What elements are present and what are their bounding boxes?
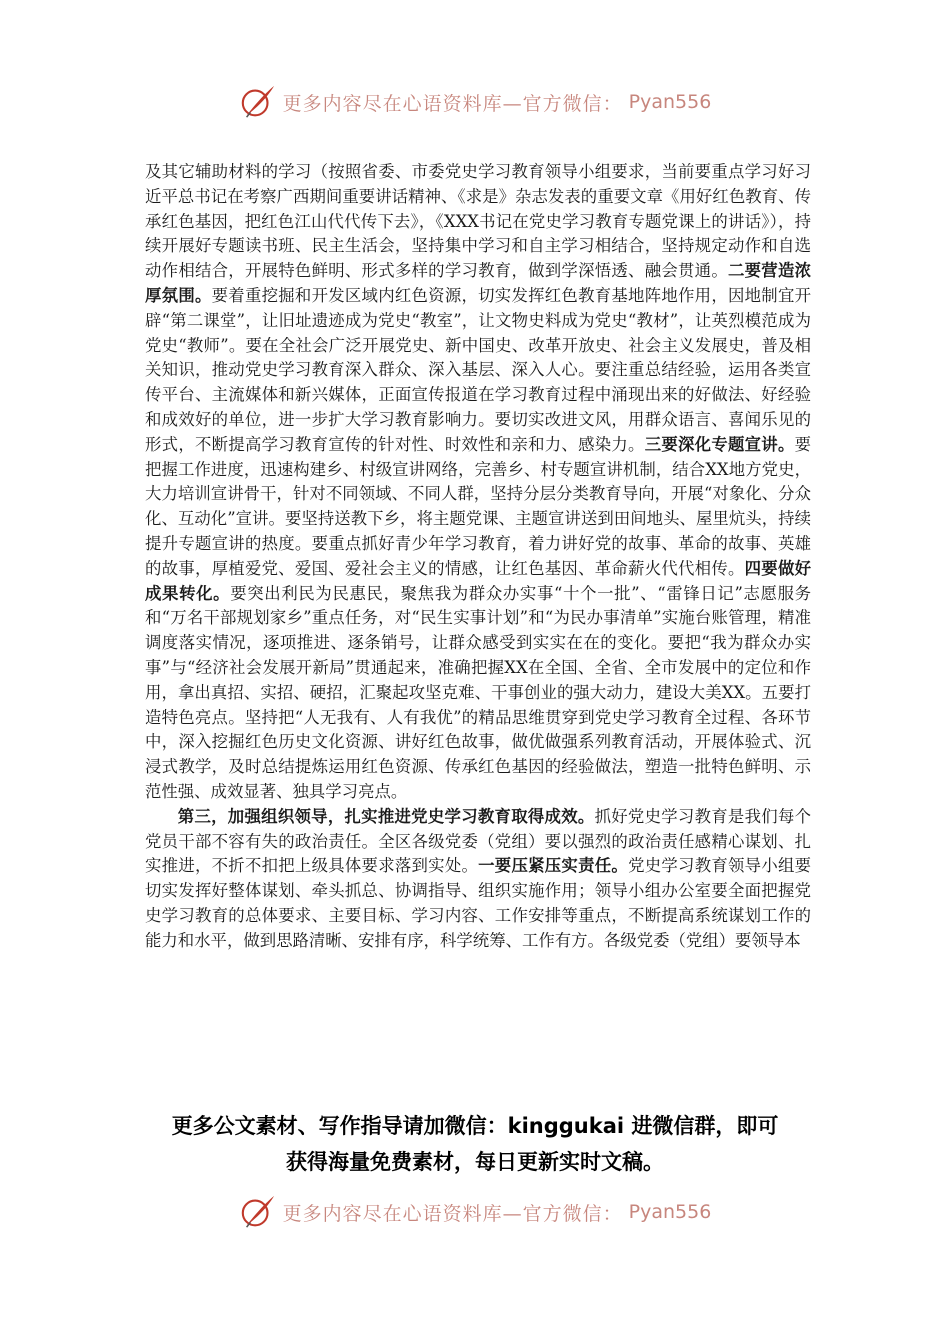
watermark-text: 更多内容尽在心语资料库—官方微信： (282, 92, 623, 115)
heading-inline-5: 一要压紧压实责任。 (478, 856, 629, 876)
paragraph-1: 及其它辅助材料的学习（按照省委、市委党史学习教育领导小组要求，当前要重点学习好习近平总书记在考察广西期间重要讲话精神、《求是》杂志发表的重要文章《用好红色教育、传承红色基因，把红色江山代代传下去》，《XXX书记在党史学习教育专题党课上的讲话》），持续开展好专题读书班、民主生活会，坚持集中学习和自主学习相结合，坚持规定动作和自选动作相结合，开展特色鲜明、形式多样的学习教育，做到学深悟透、融会贯通。二要营造浓厚氛围。要着重挖掘和开发区域内红色资源，切实发挥红色教育基地阵地作用，因地制宜开辟“第二课堂”，让旧址遗迹成为党史“教室”，让文物史料成为党史“教材”，让英烈模范成为党史“教师”。要在全社会广泛开展党史、新中国史、改革开放史、社会主义发展史，普及相关知识，推动党史学习教育深入群众、深入基层、深入人心。要注重总结经验，运用各类宣传平台、主流媒体和新兴媒体，正面宣传报道在学习教育过程中涌现出来的好做法、好经验和成效好的单位，进一步扩大学习教育影响力。要切实改进文风，用群众语言、喜闻乐见的形式，不断提高学习教育宣传的针对性、时效性和亲和力、感染力。三要深化专题宣讲。要把握工作进度，迅速构建乡、村级宣讲网络，完善乡、村专题宣讲机制，结合XX地方党史，大力培训宣讲骨干，针对不同领域、不同人群，坚持分层分类教育导向，开展“对象化、分众化、互动化”宣讲。要坚持送教下乡，将主题党课、主题宣讲送到田间地头、屋里炕头，持续提升专题宣讲的热度。要重点抓好青少年学习教育，着力讲好党的故事、革命的故事、英雄的故事，厚植爱党、爱国、爱社会主义的情感，让红色基因、革命薪火代代相传。四要做好成果转化。要突出利民为民惠民，聚焦我为群众办实事“十个一批”、“雷锋日记”志愿服务和“万名干部规划家乡”重点任务，对“民生实事计划”和“为民办事清单”实施台账管理，精准调度落实情况，逐项推进、逐条销号，让群众感受到实实在在的变化。要把“我为群众办实事”与“经济社会发展开新局”贯通起来，准确把握XX在全国、全省、全市发展中的定位和作用，拿出真招、实招、硬招，汇聚起攻坚克难、干事创业的强大动力，建设大美XX。五要打造特色亮点。坚持把“人无我有、人有我优”的精品思维贯穿到党史学习教育全过程、各环节中，深入挖掘红色历史文化资源、讲好红色故事，做优做强系列教育活动，开展体验式、沉浸式教学，及时总结提炼运用红色资源、传承红色基因的经验做法，塑造一批特色鲜明、示范性强、成效显著、独具学习亮点。 (145, 162, 812, 801)
watermark-header (0, 82, 950, 122)
watermark-handle: Pyan556 (628, 91, 712, 113)
paragraph-2: 第三，加强组织领导，扎实推进党史学习教育取得成效。抓好党史学习教育是我们每个党员干部不容有失的政治责任。全区各级党委（党组）要以强烈的政治责任感精心谋划、扎实推进，不折不扣把上级具体要求落到实处。一要压紧压实责任。党史学习教育领导小组要切实发挥好整体谋划、牵头抓总、协调指导、组织实施作用；领导小组办公室要全面把握党史学习教育的总体要求、主要目标、学习内容、工作安排等重点，不断提高系统谋划工作的能力和水平，做到思路清晰、安排有序，科学统筹、工作有方。各级党委（党组）要领导本 (145, 806, 812, 950)
watermark-handle: Pyan556 (628, 1201, 712, 1223)
heading-inline-2: 二要营造浓厚氛围。 (145, 261, 812, 305)
document-body (145, 160, 811, 954)
section-heading-3: 第三，加强组织领导，扎实推进党史学习教育取得成效。 (177, 806, 595, 826)
quill-logo-icon (239, 83, 277, 121)
heading-inline-3: 三要深化专题宣讲。 (644, 434, 795, 454)
watermark-footer (0, 1192, 950, 1232)
promo-line-2: 获得海量免费素材，每日更新实时文稿。 (286, 1150, 664, 1174)
promo-line-1: 更多公文素材、写作指导请加微信：kinggukai 进微信群，即可 (171, 1114, 779, 1138)
heading-inline-4: 四要做好成果转化。 (145, 558, 812, 603)
quill-logo-icon (239, 1193, 277, 1231)
watermark-text: 更多内容尽在心语资料库—官方微信： (282, 1202, 623, 1225)
